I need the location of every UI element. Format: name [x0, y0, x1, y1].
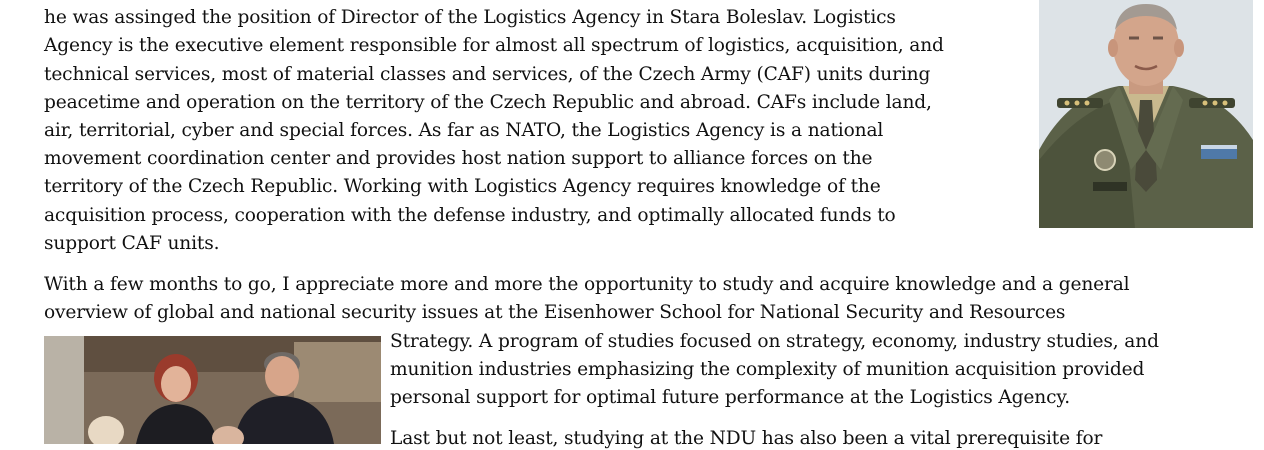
paragraph-2-line-1: With a few months to go, I appreciate more and more the opportunity to study and acquire knowledge and a general: [44, 274, 1130, 295]
paragraph-2-line-5: personal support for optimal future performance at the Logistics Agency.: [390, 387, 1071, 408]
family-photo: [44, 336, 381, 444]
paragraph-1-line-1: he was assinged the position of Director of the Logistics Agency in Stara Boleslav. Logistics: [44, 7, 896, 28]
paragraph-2-line-4: munition industries emphasizing the complexity of munition acquisition provided: [390, 359, 1145, 380]
paragraph-1-line-7: territory of the Czech Republic. Working with Logistics Agency requires knowledge of the: [44, 176, 881, 197]
paragraph-2-line-3: Strategy. A program of studies focused on strategy, economy, industry studies, and: [390, 331, 1159, 352]
paragraph-2-line-2: overview of global and national security issues at the Eisenhower School for National Security and Resources: [44, 302, 1066, 323]
paragraph-1-line-4: peacetime and operation on the territory of the Czech Republic and abroad. CAFs include land,: [44, 92, 932, 113]
paragraph-1-line-8: acquisition process, cooperation with the defense industry, and optimally allocated funds to: [44, 205, 896, 226]
portrait-photo: [1039, 0, 1253, 228]
paragraph-3-line-1: Last but not least, studying at the NDU has also been a vital prerequisite for: [390, 428, 1103, 449]
paragraph-1-line-3: technical services, most of material classes and services, of the Czech Army (CAF) units during: [44, 64, 931, 85]
paragraph-1-line-6: movement coordination center and provides host nation support to alliance forces on the: [44, 148, 873, 169]
portrait-illustration: [1039, 0, 1253, 228]
paragraph-1-line-2: Agency is the executive element responsible for almost all spectrum of logistics, acquisition, and: [44, 35, 944, 56]
paragraph-1-line-9: support CAF units.: [44, 233, 220, 254]
paragraph-1-line-5: air, territorial, cyber and special forces. As far as NATO, the Logistics Agency is a national: [44, 120, 884, 141]
family-illustration: [44, 336, 381, 444]
